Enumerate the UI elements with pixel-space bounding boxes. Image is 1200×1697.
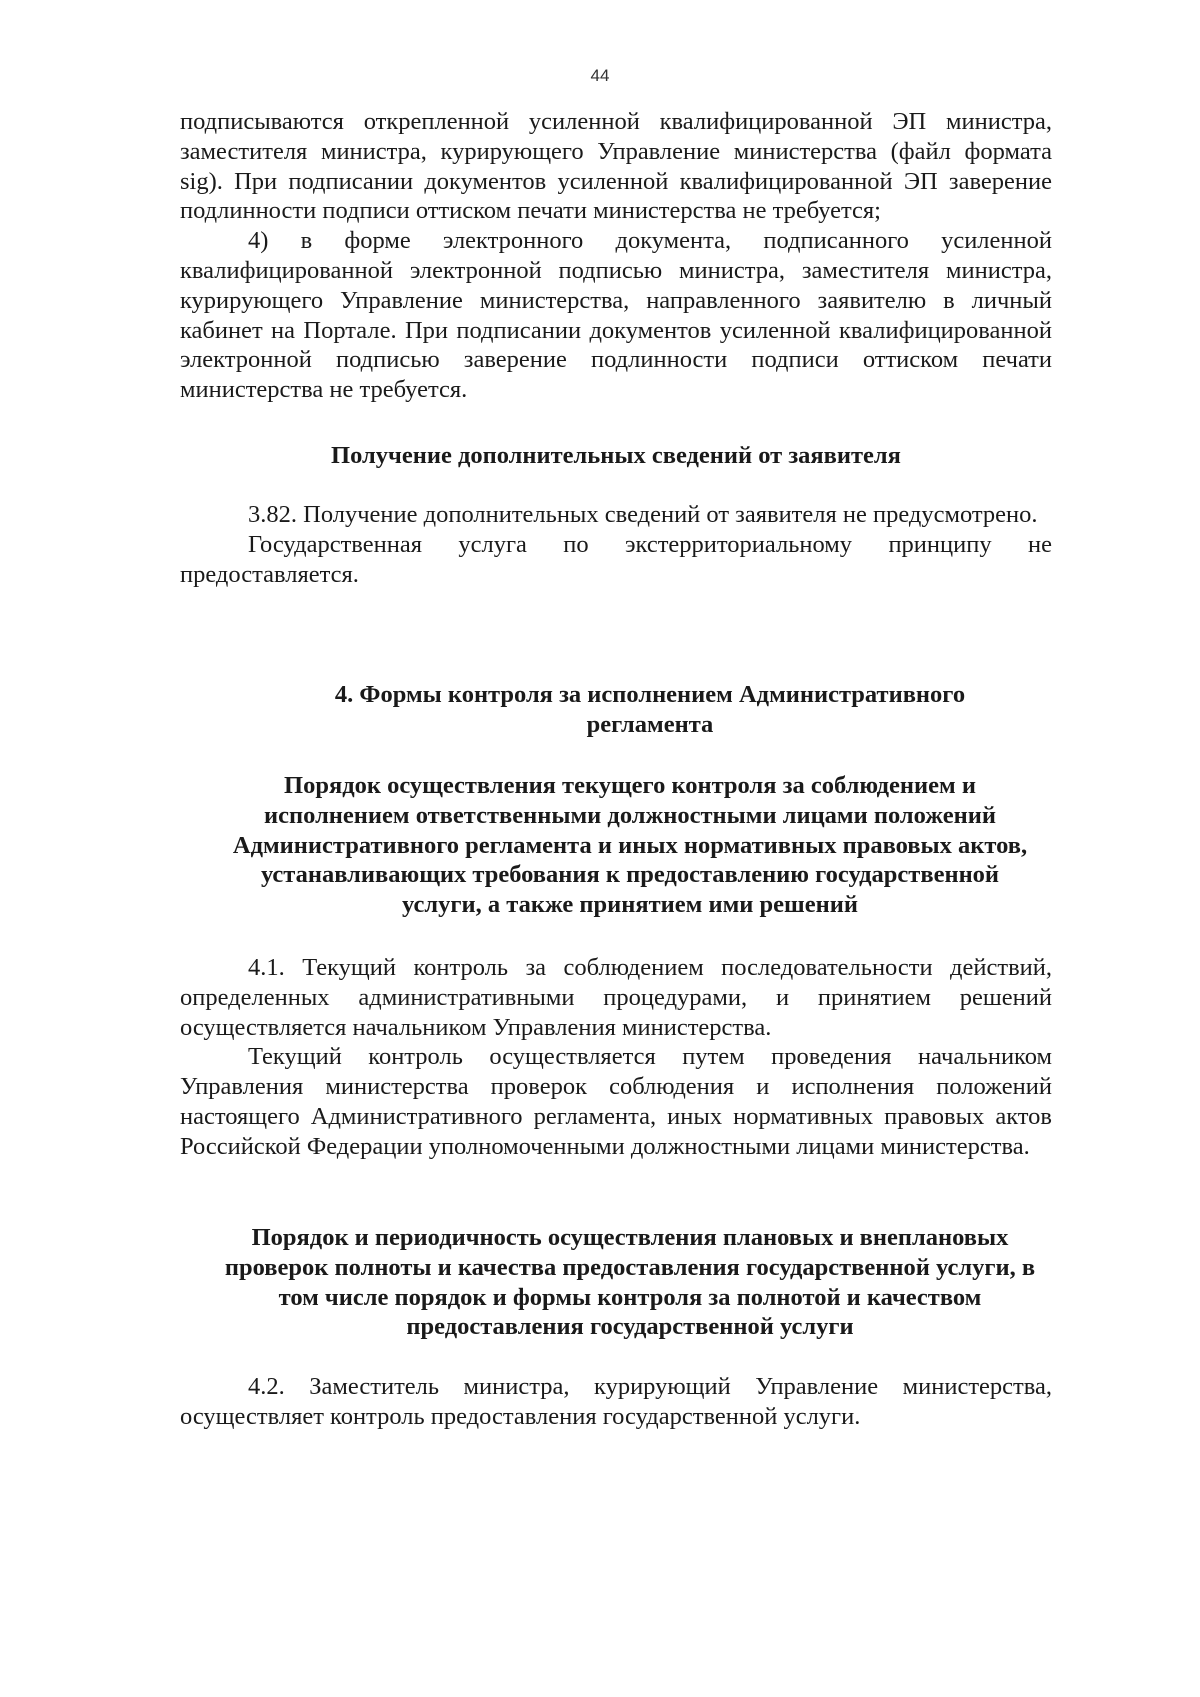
paragraph-4-2: 4.2. Заместитель министра, курирующий Управление министерства, осуществляет контроль предоставления государственной услуги.	[180, 1373, 1052, 1430]
heading-line: проверок полноты и качества предоставления государственной услуги, в	[224, 1253, 1036, 1281]
text-block-signature-conditions	[180, 107, 1052, 405]
heading-inspections	[160, 1223, 1100, 1342]
heading-line: Административного регламента и иных нормативных правовых актов,	[232, 831, 1028, 859]
heading-line: услуги, а также принятием ими решений	[402, 891, 858, 919]
text-block-4-2	[180, 1372, 1052, 1432]
paragraph-4-1: 4.1. Текущий контроль за соблюдением последовательности действий, определенных административными процедурами, и принятием решений осуществляется начальником Управления министерства.	[180, 954, 1052, 1041]
paragraph-sig-file: подписываются открепленной усиленной квалифицированной ЭП министра, заместителя министра, курирующего Управление министерства (файл формата sig). При подписании документов усиленной квалифицированной ЭП заверение подлинности подписи оттиском печати министерства не требуется;	[180, 108, 1052, 225]
heading-line: Порядок осуществления текущего контроля за соблюдением и	[284, 772, 976, 799]
heading-line: устанавливающих требования к предоставлению государственной	[260, 861, 1000, 889]
heading-line: предоставления государственной услуги	[406, 1313, 854, 1341]
heading-line: Порядок и периодичность осуществления плановых и внеплановых	[251, 1224, 1009, 1251]
heading-line: том числе порядок и формы контроля за полнотой и качеством	[278, 1283, 982, 1311]
section-4-title-line: 4. Формы контроля за исполнением Административного	[334, 681, 966, 708]
paragraph-3-82: 3.82. Получение дополнительных сведений от заявителя не предусмотрено.	[248, 501, 1038, 528]
heading-line: исполнением ответственными должностными лицами положений	[264, 801, 996, 829]
heading-current-control	[160, 771, 1100, 920]
text-block-3-82	[180, 500, 1052, 589]
paragraph-current-control-method: Текущий контроль осуществляется путем проведения начальником Управления министерства проверок соблюдения и исполнения положений настоящего Административного регламента, иных нормативных правовых актов Российской Федерации уполномоченными должностными лицами министерства.	[180, 1043, 1052, 1160]
heading-additional-info: Получение дополнительных сведений от заявителя	[331, 442, 901, 469]
page-number: 44	[590, 66, 610, 85]
text-block-4-1	[180, 953, 1052, 1162]
paragraph-extraterritorial: Государственная услуга по экстерриториальному принципу не предоставляется.	[180, 530, 1052, 588]
section-4-title	[180, 680, 1120, 740]
paragraph-item-4-electronic-document: 4) в форме электронного документа, подписанного усиленной квалифицированной электронной подписью министра, заместителя министра, курирующего Управление министерства, направленного заявителю в личный кабинет на Портале. При подписании документов усиленной квалифицированной электронной подписью заверение подлинности подписи оттиском печати министерства не требуется.	[180, 227, 1052, 404]
section-4-title-line: регламента	[586, 710, 714, 738]
